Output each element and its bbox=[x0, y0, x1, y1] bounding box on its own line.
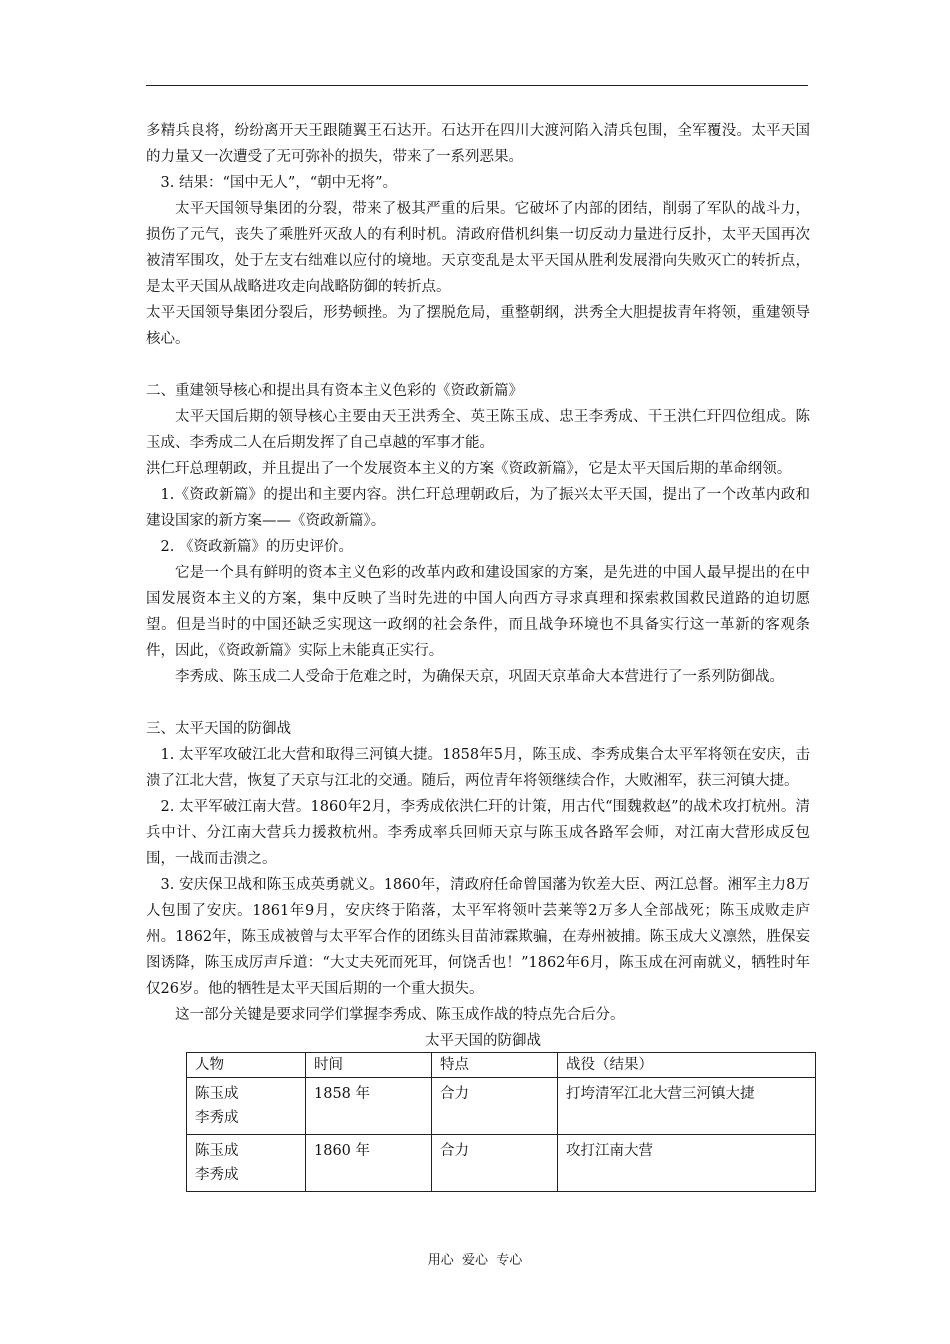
paragraph: 洪仁玕总理朝政，并且提出了一个发展资本主义的方案《资政新篇》，它是太平天国后期的革命纲领。 bbox=[146, 461, 792, 477]
paragraph: 太平天国领导集团的分裂，带来了极其严重的后果。它破坏了内部的团结，削弱了军队的战斗力，损伤了元气，丧失了乘胜歼灭敌人的有利时机。清政府借机纠集一切反动力量进行反扑，太平天国再次被清军围攻，处于左支右绌难以应付的境地。天京变乱是太平天国从胜利发展滑向失败灭亡的转折点，是太平天国从战略进攻走向战略防御的转折点。 bbox=[146, 201, 810, 295]
paragraph-list bbox=[146, 118, 810, 1028]
paragraph-gap bbox=[146, 352, 810, 378]
paragraph: 这一部分关键是要求同学们掌握李秀成、陈玉成作战的特点先合后分。 bbox=[175, 1007, 625, 1023]
paragraph: 1.《资政新篇》的提出和主要内容。洪仁玕总理朝政后，为了振兴太平天国，提出了一个改革内政和建设国家的新方案——《资政新篇》。 bbox=[146, 487, 810, 529]
paragraph: 2. 《资政新篇》的历史评价。 bbox=[160, 539, 353, 555]
paragraph: 三、太平天国的防御战 bbox=[146, 721, 291, 737]
header-rule bbox=[146, 85, 808, 86]
document-body bbox=[146, 118, 810, 1192]
cell-person: 陈玉成 李秀成 bbox=[187, 1078, 306, 1135]
paragraph: 李秀成、陈玉成二人受命于危难之时，为确保天京，巩固天京革命大本营进行了一系列防御战。 bbox=[175, 669, 784, 685]
cell-person: 陈玉成 李秀成 bbox=[187, 1135, 306, 1192]
cell-feature: 合力 bbox=[432, 1135, 558, 1192]
paragraph: 太平天国领导集团分裂后，形势顿挫。为了摆脱危局，重整朝纲，洪秀全大胆提拔青年将领，重建领导核心。 bbox=[146, 305, 810, 347]
paragraph: 3. 结果：“国中无人”，“朝中无将”。 bbox=[160, 175, 398, 191]
paragraph: 1. 太平军攻破江北大营和取得三河镇大捷。1858年5月，陈玉成、李秀成集合太平军将领在安庆，击溃了江北大营，恢复了天京与江北的交通。随后，两位青年将领继续合作，大败湘军，获三河镇大捷。 bbox=[146, 747, 810, 789]
header-time: 时间 bbox=[306, 1053, 432, 1078]
table-caption: 太平天国的防御战 bbox=[425, 1033, 541, 1049]
header-person: 人物 bbox=[187, 1053, 306, 1078]
cell-battle: 攻打江南大营 bbox=[558, 1135, 816, 1192]
paragraph: 它是一个具有鲜明的资本主义色彩的改革内政和建设国家的方案，是先进的中国人最早提出的在中国发展资本主义的方案，集中反映了当时先进的中国人向西方寻求真理和探索救国救民道路的迫切愿望。但是当时的中国还缺乏实现这一政纲的社会条件，而且战争环境也不具备实行这一革新的客观条件，因此，《资政新篇》实际上未能真正实行。 bbox=[146, 565, 810, 659]
header-feature: 特点 bbox=[432, 1053, 558, 1078]
defense-table bbox=[186, 1052, 816, 1192]
page-footer: 用心 爱心 专心 bbox=[427, 1253, 523, 1268]
cell-time: 1860 年 bbox=[306, 1135, 432, 1192]
cell-time: 1858 年 bbox=[306, 1078, 432, 1135]
table-row bbox=[187, 1135, 816, 1192]
paragraph: 2. 太平军破江南大营。1860年2月，李秀成依洪仁玕的计策，用古代“围魏救赵”的战术攻打杭州。清兵中计、分江南大营兵力援救杭州。李秀成率兵回师天京与陈玉成各路军会师，对江南大营形成反包围，一战而击溃之。 bbox=[146, 799, 810, 867]
paragraph: 太平天国后期的领导核心主要由天王洪秀全、英王陈玉成、忠王李秀成、干王洪仁玕四位组成。陈玉成、李秀成二人在后期发挥了自己卓越的军事才能。 bbox=[146, 409, 810, 451]
cell-battle: 打垮清军江北大营三河镇大捷 bbox=[558, 1078, 816, 1135]
cell-feature: 合力 bbox=[432, 1078, 558, 1135]
table-row bbox=[187, 1078, 816, 1135]
paragraph: 多精兵良将，纷纷离开天王跟随翼王石达开。石达开在四川大渡河陷入清兵包围，全军覆没。太平天国的力量又一次遭受了无可弥补的损失，带来了一系列恶果。 bbox=[146, 123, 810, 165]
paragraph-gap bbox=[146, 690, 810, 716]
table-header-row bbox=[187, 1053, 816, 1078]
paragraph: 二、重建领导核心和提出具有资本主义色彩的《资政新篇》 bbox=[146, 383, 523, 399]
header-battle: 战役（结果） bbox=[558, 1053, 816, 1078]
paragraph: 3. 安庆保卫战和陈玉成英勇就义。1860年，清政府任命曾国藩为钦差大臣、两江总督。湘军主力8万人包围了安庆。1861年9月，安庆终于陷落，太平军将领叶芸莱等2万多人全部战死；陈玉成败走庐州。1862年，陈玉成被曾与太平军合作的团练头目苗沛霖欺骗，在寿州被捕。陈玉成大义凛然，胜保妄图诱降，陈玉成厉声斥道：“大丈夫死而死耳，何饶舌也！”1862年6月，陈玉成在河南就义，牺牲时年仅26岁。他的牺牲是太平天国后期的一个重大损失。 bbox=[146, 877, 810, 997]
